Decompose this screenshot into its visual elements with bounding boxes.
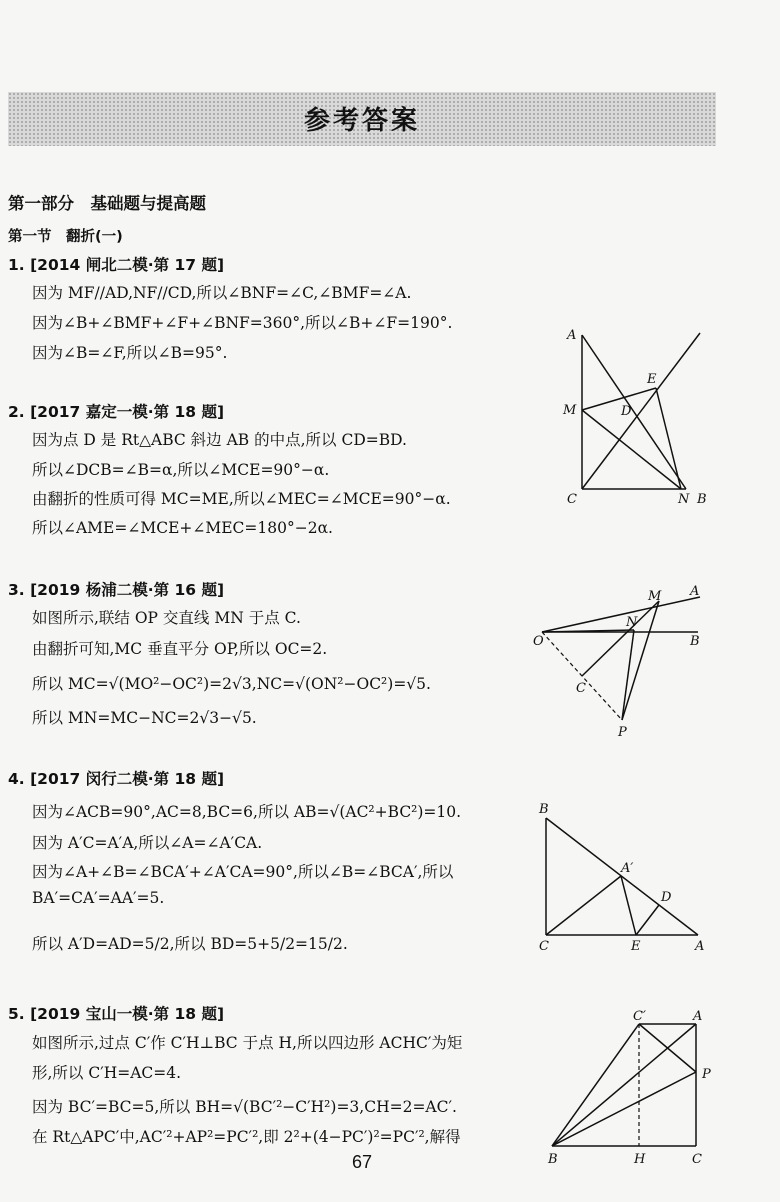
problem-2-header: 2. [2017 嘉定一模·第 18 题] <box>8 403 225 421</box>
fig1-line-mn <box>582 410 681 489</box>
fig1-label-m: M <box>563 403 577 418</box>
fig3-label-d: D <box>661 890 672 905</box>
problem-2-line-4: 所以∠AME=∠MCE+∠MEC=180°−2α. <box>32 519 333 537</box>
problem-1-line-3: 因为∠B=∠F,所以∠B=95°. <box>32 344 228 362</box>
fig1-line-ab <box>582 335 686 489</box>
problem-4-line-3: 因为∠A+∠B=∠BCA′+∠A′CA=90°,所以∠B=∠BCA′,所以 <box>32 863 454 881</box>
section-title: 第一节 翻折(一) <box>8 229 123 245</box>
problem-3-header: 3. [2019 杨浦二模·第 16 题] <box>8 581 225 599</box>
problem-1-line-2: 因为∠B+∠BMF+∠F+∠BNF=360°,所以∠B+∠F=190°. <box>32 314 453 332</box>
problem-5-line-4: 在 Rt△APC′中,AC′²+AP²=PC′²,即 2²+(4−PC′)²=PC′²,解得 <box>32 1128 461 1146</box>
fig3-label-c: C <box>539 939 549 954</box>
problem-2-line-3: 由翻折的性质可得 MC=ME,所以∠MEC=∠MCE=90°−α. <box>32 490 451 508</box>
fig3-label-a: A <box>695 939 705 954</box>
problem-2-line-2: 所以∠DCB=∠B=α,所以∠MCE=90°−α. <box>32 461 330 479</box>
fig1-line-ray <box>582 333 700 489</box>
fig2-label-p: P <box>618 725 627 740</box>
fig3-label-b: B <box>539 802 549 817</box>
fig2-line-np <box>622 630 634 720</box>
fig4-label-c1: C′ <box>633 1009 646 1024</box>
problem-4-line-5: 所以 A′D=AD=5/2,所以 BD=5+5/2=15/2. <box>32 935 348 953</box>
problem-5-line-2: 形,所以 C′H=AC=4. <box>32 1064 182 1082</box>
problem-5-line-1: 如图所示,过点 C′作 C′H⊥BC 于点 H,所以四边形 ACHC′为矩 <box>32 1034 463 1052</box>
page-number: 67 <box>352 1152 373 1172</box>
problem-4-line-2: 因为 A′C=A′A,所以∠A=∠A′CA. <box>32 834 263 852</box>
fig4-label-a: A <box>693 1009 703 1024</box>
fig4-line-bc1 <box>552 1024 639 1146</box>
fig4-line-bp <box>552 1072 696 1146</box>
problem-3-line-2: 由翻折可知,MC 垂直平分 OP,所以 OC=2. <box>32 640 328 658</box>
fig1-label-a: A <box>567 328 577 343</box>
fig1-label-b: B <box>697 492 707 507</box>
fig2-label-o: O <box>533 634 544 649</box>
figure-3 <box>535 798 710 958</box>
problem-1-header: 1. [2014 闸北二模·第 17 题] <box>8 256 225 274</box>
fig2-label-b: B <box>690 634 700 649</box>
problem-5-header: 5. [2019 宝山一模·第 18 题] <box>8 1005 225 1023</box>
fig2-label-a: A <box>690 584 700 599</box>
fig2-label-n: N <box>626 615 638 630</box>
fig4-label-c: C <box>692 1152 702 1167</box>
fig2-label-m: M <box>648 589 662 604</box>
fig4-label-p: P <box>702 1067 711 1082</box>
problem-5-line-3: 因为 BC′=BC=5,所以 BH=√(BC′²−C′H²)=3,CH=2=AC′. <box>32 1098 457 1116</box>
fig4-label-h: H <box>634 1152 646 1167</box>
figure-4 <box>538 1008 718 1173</box>
fig3-line-ed <box>636 905 659 935</box>
answer-banner <box>8 92 716 146</box>
part-title: 第一部分 基础题与提高题 <box>8 194 206 213</box>
fig1-label-d: D <box>621 404 632 419</box>
problem-1-line-1: 因为 MF//AD,NF//CD,所以∠BNF=∠C,∠BMF=∠A. <box>32 284 412 302</box>
fig1-label-e: E <box>647 372 657 387</box>
fig4-line-ba <box>552 1024 696 1146</box>
problem-3-line-3: 所以 MC=√(MO²−OC²)=2√3,NC=√(ON²−OC²)=√5. <box>32 675 431 693</box>
banner-title: 参考答案 <box>303 106 420 136</box>
fig2-line-oa <box>542 597 700 632</box>
problem-3-line-4: 所以 MN=MC−NC=2√3−√5. <box>32 709 257 727</box>
problem-4-line-4: BA′=CA′=AA′=5. <box>32 889 165 907</box>
fig4-label-b: B <box>548 1152 558 1167</box>
problem-2-line-1: 因为点 D 是 Rt△ABC 斜边 AB 的中点,所以 CD=BD. <box>32 431 407 449</box>
fig2-label-c: C <box>576 681 586 696</box>
figure-2 <box>530 582 710 742</box>
problem-4-header: 4. [2017 闵行二模·第 18 题] <box>8 770 225 788</box>
figure-1 <box>555 325 710 510</box>
fig3-label-a1: A′ <box>621 861 634 876</box>
fig1-label-c: C <box>567 492 577 507</box>
fig1-line-en <box>656 388 681 489</box>
fig2-line-op-dashed <box>542 632 622 720</box>
fig3-label-e: E <box>631 939 641 954</box>
fig3-line-ca1 <box>546 876 621 935</box>
fig1-label-n: N <box>678 492 690 507</box>
problem-4-line-1: 因为∠ACB=90°,AC=8,BC=6,所以 AB=√(AC²+BC²)=10. <box>32 803 462 821</box>
problem-3-line-1: 如图所示,联结 OP 交直线 MN 于点 C. <box>32 609 301 627</box>
